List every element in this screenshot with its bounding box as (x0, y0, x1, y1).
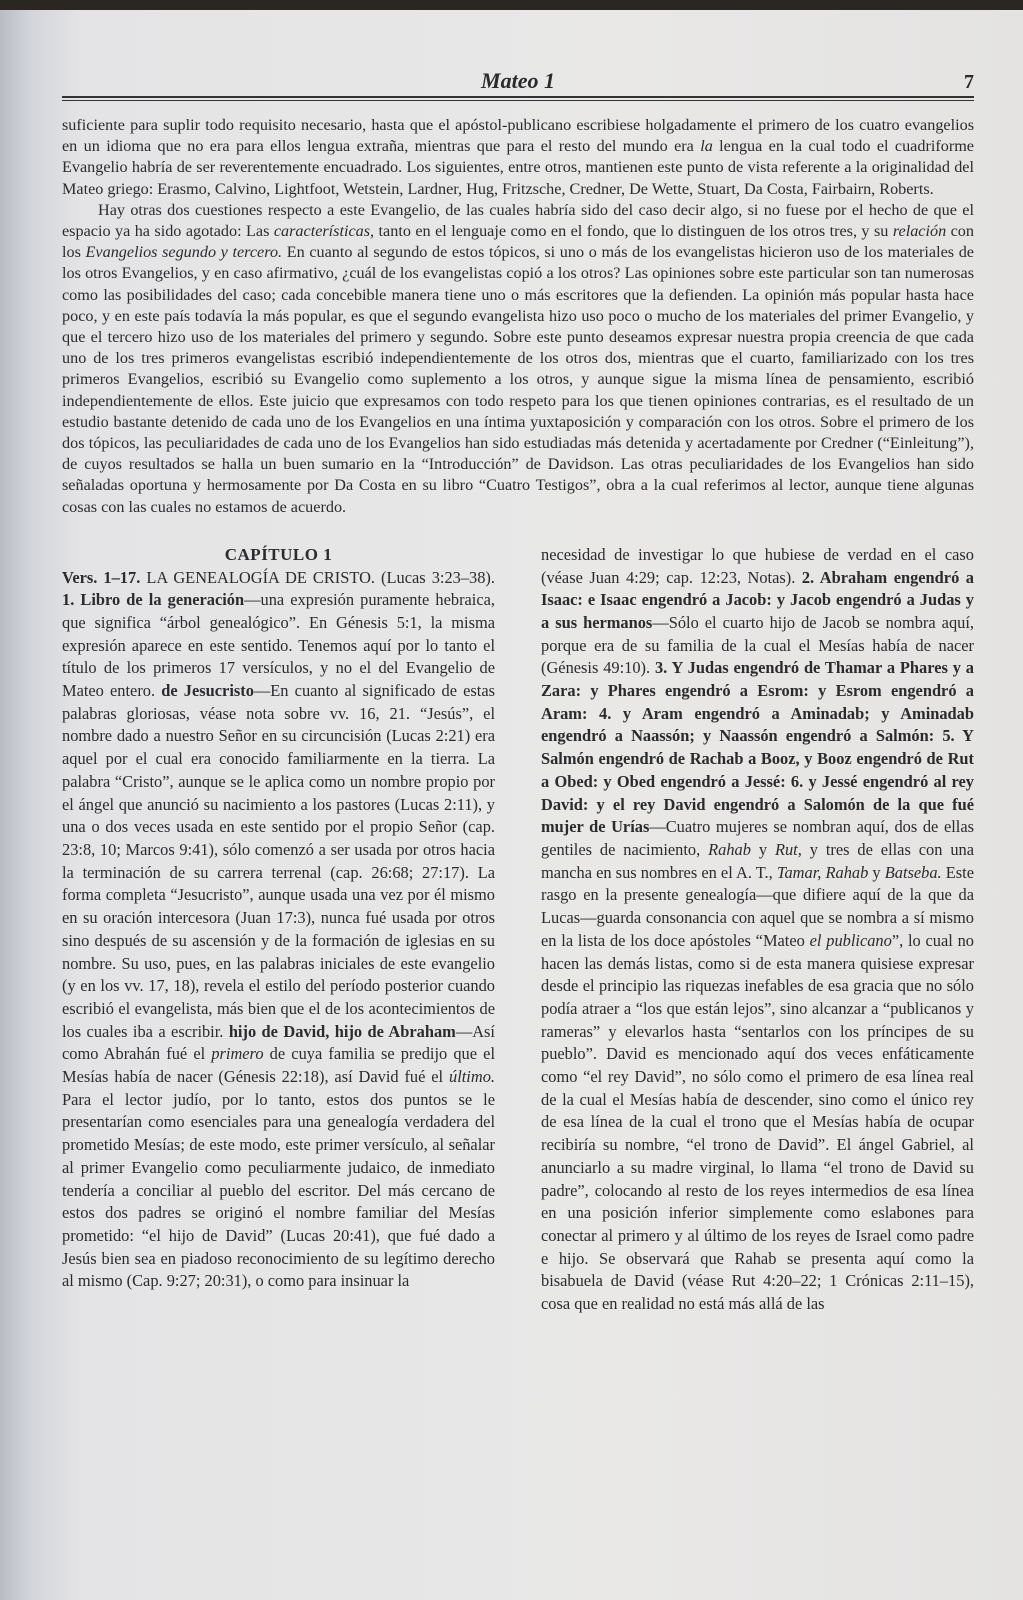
text-run-italic: Tamar, Rahab (776, 862, 869, 882)
header-rule (62, 96, 974, 98)
text-run-italic: Batseba. (884, 862, 942, 882)
page-title: Mateo 1 (481, 68, 555, 93)
text-run: tanto en el lenguaje como en el fondo, que lo distinguen de los otros tres, y su (374, 222, 893, 241)
text-run-bold: Vers. 1–17. (62, 567, 141, 587)
text-run: —Cuatro mujeres se nombran aquí, dos de ellas gentiles de nacimiento, (541, 817, 974, 859)
text-run: y (750, 840, 775, 859)
text-run: y tres de ellas con una mancha en sus nombres en el A. T., (541, 840, 974, 882)
commentary-paragraph (62, 567, 495, 1294)
text-run-bold: 3. Y Judas engendró de Thamar a Phares y a Zara: y Phares engendró a Esrom: y Esrom engendró a Aram: 4. y Aram engendró a Aminadab; y Aminadab engendró a Naassón; y Naassón engendró a Salmón: 5. Y Salmón engendró de Rachab a Booz, y Booz engendró de Rut a Obed: y Obed engendró a Jessé: 6. y Jessé engendró al rey David: y el rey David engendró a Salomón de la que fué mujer de Urías (541, 658, 974, 837)
chapter-heading: CAPÍTULO 1 (224, 544, 333, 564)
text-run: necesidad de investigar lo que hubiese de verdad en el caso (véase Juan 4:29; cap. 12:23, Notas). (541, 544, 974, 587)
text-run: Este rasgo en la presente genealogía—que difiere aquí de la que da Lucas—guarda consonancia con aquel que se nombra a sí mismo en la lista de los doce apóstoles “Mateo (541, 862, 975, 950)
text-run: y (868, 862, 885, 882)
text-run: lengua en la cual todo el cuadriforme Evangelio habría de ser reverentemente encuadrado. Los siguientes, entre otros, mantienen este punto de vista referente a la originalidad del Mateo griego: Erasmo, Calvino, Lightfoot, Wetstein, Lardner, Hug, Fritzsche, Credner, De Wette, Stuart, Da Costa, Fairbairn, Roberts. (62, 137, 974, 198)
text-run-italic: Rahab (708, 840, 751, 859)
text-run: ”, lo cual no hacen las demás listas, como si de esta manera quisiese expresar desde el principio las riquezas inefables de esa gracia que no sólo podía atraer a “los que están lejos”, sino alcanzar a “publicanos y rameras” y elevarlos hasta “sentarlos con los príncipes de su pueblo”. David es mencionado aquí dos veces enfáticamente como “el rey David”, no sólo como el primero de esa línea real de la cual el Mesías había de descender, sino como el único rey de esa línea de la cual el trono que el Mesías había de ocupar recibiría su nombre, “el trono de David”. El ángel Gabriel, al anunciarlo a su madre virginal, lo llama “el trono de David su padre”, colocando al resto de los reyes intermedios de esa línea en una posición inferior simplemente como eslabones para conectar al primero y al último de los reyes de Israel como padre e hijo. Se observará que Rahab se presenta aquí como la bisabuela de David (véase Rut 4:20–22; 1 Crónicas 2:11–15), cosa que en realidad no está más allá de las (541, 930, 974, 1314)
intro-paragraph-2 (62, 200, 974, 518)
text-run-bold: 2. Abraham engendró a Isaac: e Isaac engendró a Jacob: y Jacob engendró a Judas y a sus hermanos (541, 567, 974, 632)
text-run: —Sólo el cuarto hijo de Jacob se nombra aquí, porque era de su familia de la cual el Mesías había de nacer (Génesis 49:10). (541, 612, 975, 678)
text-run-italic: Evangelios segundo y tercero. (85, 243, 283, 262)
running-header (62, 62, 974, 96)
text-run: con los (62, 222, 974, 262)
text-run-bold: hijo de David, hijo de Abraham (228, 1021, 456, 1041)
text-run: Para el lector judío, por lo tanto, estos dos puntos se le presentarían como esenciales para una genealogía verdadera del prometido Mesías; de este modo, este primer versículo, al señalar al primer Evangelio como peculiarmente judaico, de inmediato tendería a conciliar al pueblo del escritor. Del más cercano de estos dos padres se originó el nombre familiar del Mesías prometido: “el hijo de David” (Lucas 20:41), que fué dado a Jesús bien sea en piadoso reconocimiento de su legítimo derecho al mismo (Cap. 9:27; 20:31), o como para insinuar la (62, 1089, 495, 1291)
text-run-italic: la (700, 137, 713, 156)
text-run: Hay otras dos cuestiones respecto a este Evangelio, de las cuales habría sido del caso decir algo, si no fuese por el hecho de que el espacio ya ha sido agotado: Las (62, 200, 974, 241)
commentary-paragraph (541, 544, 974, 1316)
text-run-bold: de Jesucristo (161, 681, 254, 701)
text-run-italic: último. (449, 1067, 495, 1087)
text-run: LA GENEALOGÍA DE CRISTO. (Lucas 3:23–38). (140, 567, 495, 587)
left-column (62, 544, 495, 1316)
two-column-body (62, 544, 974, 1316)
header-rule-thin (62, 100, 974, 101)
text-run: de cuya familia se predijo que el Mesías había de nacer (Génesis 22:18), así David fué el (62, 1044, 495, 1087)
text-run-italic: relación (892, 222, 947, 241)
text-run: —una expresión puramente hebraica, que significa “árbol genealógico”. En Génesis 5:1, la misma expresión aparece en este sentido. Tenemos aquí por lo tanto el título de los primeros 17 versículos, y no el del Evangelio de Mateo entero. (62, 590, 496, 701)
text-run: suficiente para suplir todo requisito necesario, hasta que el apóstol-publicano escribiese holgadamente el primero de los cuatro evangelios en un idioma que no era para ellos lengua extraña, mientras que para el resto del mundo era (62, 116, 974, 156)
intro-paragraph-1 (62, 115, 974, 200)
text-run-italic: Rut, (774, 840, 802, 859)
text-run: En cuanto al segundo de estos tópicos, si uno o más de los evangelistas hicieron uso de los materiales de los otros Evangelios, y en caso afirmativo, ¿cuál de los evangelistas copió a los otros? Las opiniones sobre este particular son tan numerosas como las posibilidades del caso; cada concebible manera tiene uno o más escritores que la defienden. La opinión más popular hasta hace poco, y en este país todavía la más popular, es que el segundo evangelista hizo uso poco o mucho de los materiales del primer Evangelio, y que el tercero hizo uso de los materiales del primero y segundo. Sobre este punto deseamos expresar nuestra propia creencia de que cada uno de los tres primeros evangelistas escribió independientemente de los otros dos, mientras que el cuarto, familiarizado con los tres primeros Evangelios, escribió su Evangelio como suplemento a los otros, y aunque sigue la misma línea de pensamiento, escribió independientemente de ellos. Este juicio que expresamos con todo respeto para los que tienen opiniones contrarias, es el resultado de un estudio bastante detenido de cada uno de los Evangelios en una íntima yuxtaposición y comparación con los otros. Sobre el primero de los dos tópicos, las peculiaridades de cada uno de los Evangelios han sido estudiadas más detenida y acertadamente por Credner (“Einleitung”), de cuyos resultados se halla un buen sumario en la “Introducción” de Davidson. Las otras peculiaridades de los Evangelios han sido señaladas oportuna y hermosamente por Da Costa en su libro “Cuatro Testigos”, obra a la cual referimos al lector, aunque tiene algunas cosas con las cuales no estamos de acuerdo. (62, 243, 974, 516)
text-run-italic: el publicano (809, 930, 892, 950)
page-number: 7 (964, 71, 974, 93)
text-run-italic: características, (273, 222, 375, 241)
text-run: —En cuanto al significado de estas palabras gloriosas, véase nota sobre vv. 16, 21. “Jesús”, el nombre dado a nuestro Señor en su circuncisión (Lucas 2:21) era aquel por el cual era conocido familiarmente en la tierra. La palabra “Cristo”, aunque se le aplica como un nombre propio por el ángel que anunció su nacimiento a los pastores (Lucas 2:11), y una o dos veces usada en este sentido por el propio Señor (cap. 23:8, 10; Marcos 9:41), sólo comenzó a ser usada por otros hacia la terminación de su carrera terrenal (cap. 26:68; 27:17). La forma completa “Jesucristo”, aunque usada una vez por él mismo en su oración intercesora (Juan 17:3), nunca fué usada por otros sino después de su ascensión y de la formación de iglesias en su nombre. Su uso, pues, en las palabras iniciales de este evangelio (y en los vv. 17, 18), revela el estilo del período posterior cuando escribió el evangelista, más bien que el de los acontecimientos de los cuales iba a escribir. (62, 681, 495, 1041)
book-page (62, 62, 974, 1316)
right-column (541, 544, 974, 1316)
text-run-italic: primero (211, 1044, 264, 1064)
text-run: —Así como Abrahán fué el (62, 1021, 495, 1064)
page-top-edge (0, 0, 1023, 10)
text-run-bold: 1. Libro de la generación (62, 590, 245, 610)
intro-text (62, 115, 974, 518)
